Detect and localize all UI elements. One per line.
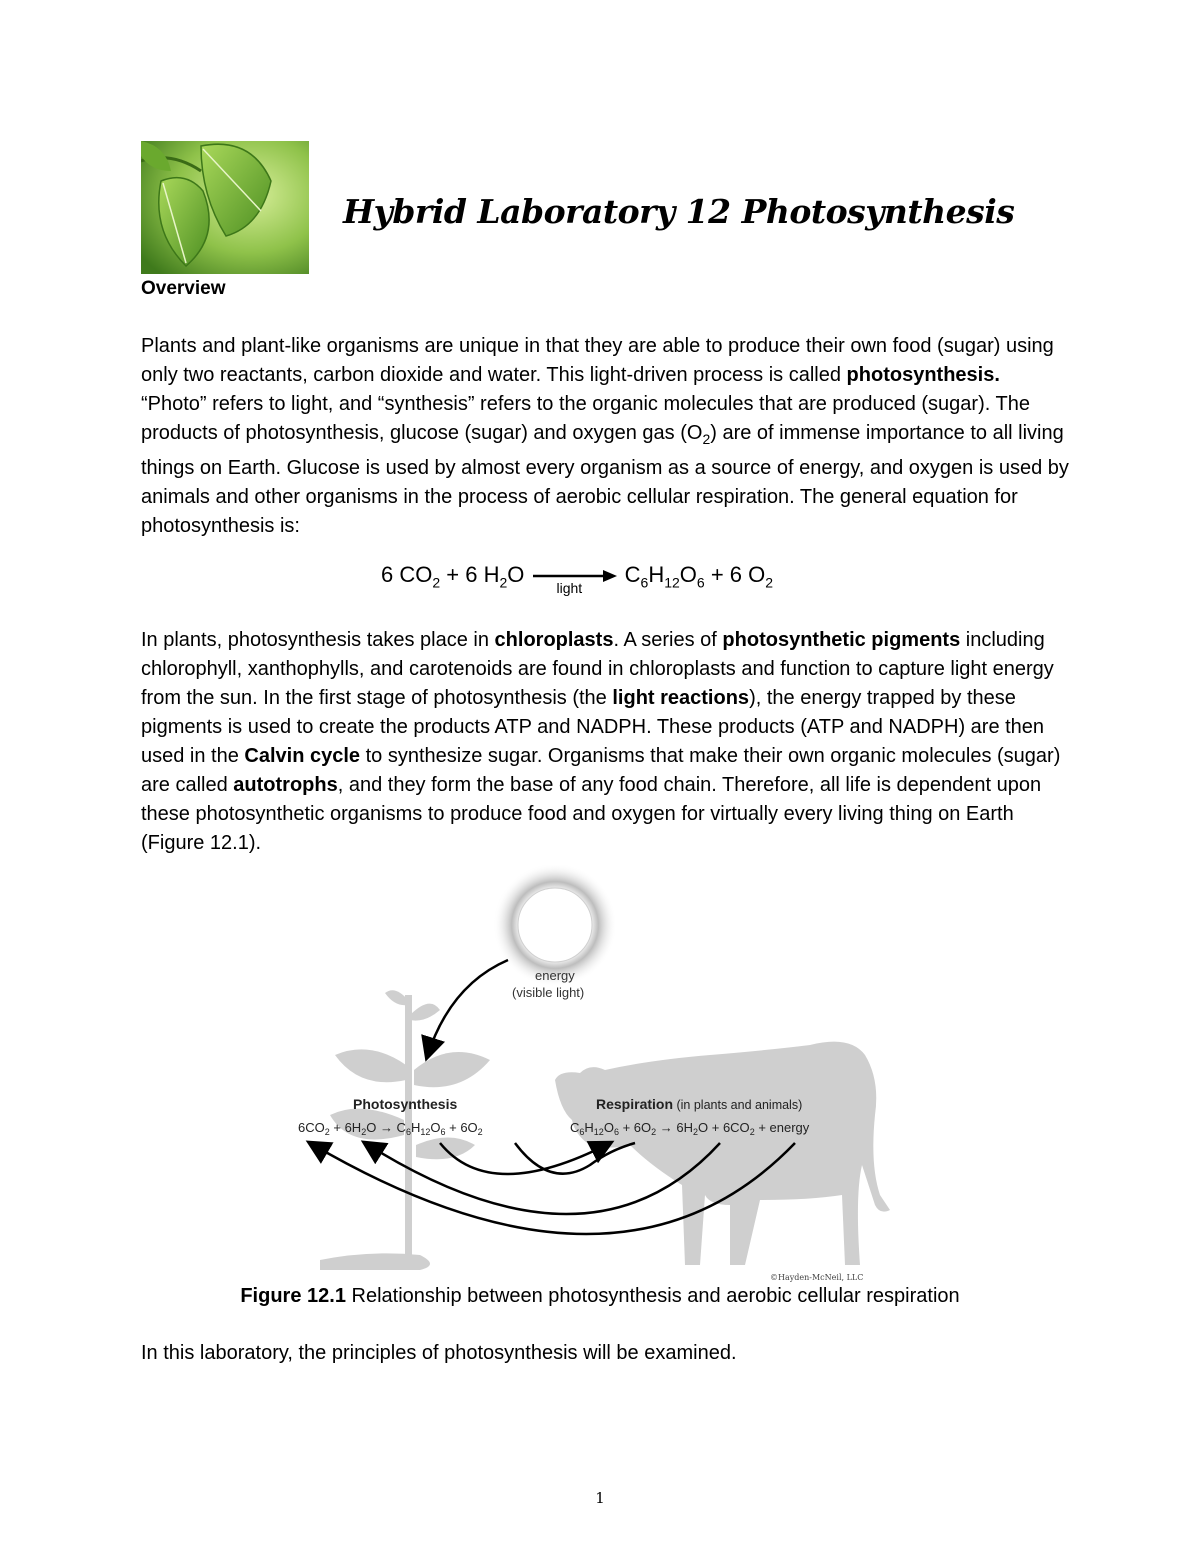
arrow-label: light [556,580,583,597]
closing-sentence: In this laboratory, the principles of photosynthesis will be examined. [141,1342,737,1364]
figure-12-1 [290,865,910,1285]
visible-light-label: (visible light) [512,985,585,1000]
energy-label: energy [535,968,575,983]
light-arrow [427,960,508,1057]
respiration-figure-equation: $C_6H_{12}O_6 + 6O_2 \to 6H_2O + 6CO_2$ + energy [570,1120,810,1137]
document-title: Hybrid Laboratory 12 Photosynthesis [343,192,1015,231]
leaf-illustration [141,141,309,274]
intro-paragraph: Plants and plant-like organisms are unique in that they are able to produce their own food (sugar) using only two reactants, carbon dioxide and water. This light-driven process is called photosynthesis. “Photo” refers to light, and “synthesis” refers to the organic molecules that are produced (sugar). The products of photosynthesis, glucose (sugar) and oxygen gas $(O_2)$ are of immense importance to all living things on Earth. Glucose is used by almost every organism as a source of energy, and oxygen is used by animals and other organisms in the process of aerobic cellular respiration. The general equation for photosynthesis is: [141,335,1069,537]
section-heading-overview: Overview [141,278,226,299]
photosynthesis-respiration-diagram [290,865,910,1285]
chloroplast-paragraph: In plants, photosynthesis takes place in chloroplasts. A series of photosynthetic pigments including chlorophyll, xanthophylls, and carotenoids are found in chloroplasts and function to capture light energy from the sun. In the first stage of photosynthesis (the light reactions), the energy trapped by these pigments is used to create the products ATP and NADPH. These products (ATP and NADPH) are then used in the Calvin cycle to synthesize sugar. Organisms that make their own organic molecules (sugar) are called autotrophs, and they form the base of any food chain. Therefore, all life is dependent upon these photosynthetic organisms to produce food and oxygen for virtually every living thing on Earth (Figure 12.1). [141,629,1061,854]
reaction-arrow [533,566,617,597]
photosynthesis-figure-equation: $6CO_2 + 6H_2O \to C_6H_{12}O_6 + 6O_2$ [298,1120,483,1137]
figure-caption: Figure 12.1 Relationship between photosynthesis and aerobic cellular respiration [240,1285,960,1307]
figure-copyright: ©Hayden-McNeil, LLC [770,1273,864,1282]
photosynthesis-label: Photosynthesis [353,1096,458,1112]
page-number: 1 [595,1489,605,1507]
respiration-label: Respiration (in plants and animals) [596,1096,803,1112]
photosynthesis-equation: 6 $CO_2 + 6$ $H_2O$ light $C_6H_{12}O_6 + 6$ $O_2$ [381,562,774,597]
leaf-photo [141,141,309,274]
cow-icon [555,1042,890,1265]
